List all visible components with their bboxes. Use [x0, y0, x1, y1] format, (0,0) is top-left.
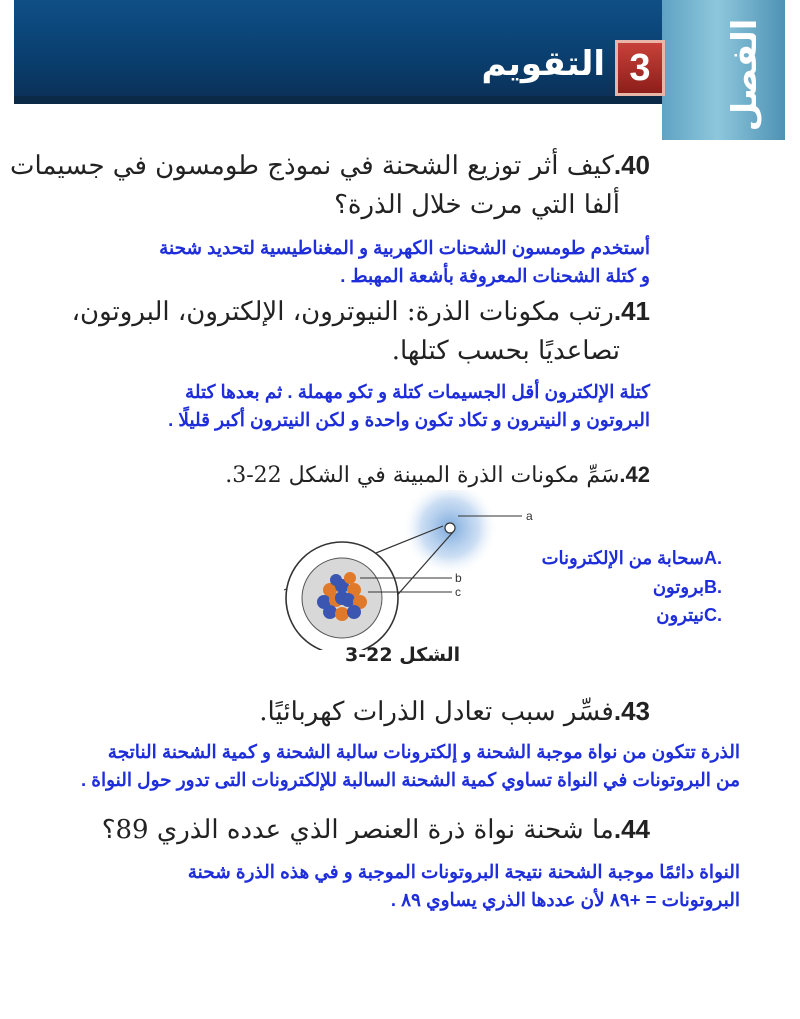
- question-41-line-2: تصاعديًا بحسب كتلها.: [391, 336, 620, 366]
- answer-line: النواة دائمًا موجبة الشحنة نتيجة البروتونات الموجبة و في هذه الذرة شحنة: [187, 861, 740, 882]
- header-shadow: [14, 96, 766, 104]
- answer-letter: A.: [704, 548, 722, 568]
- page-title: التقويم: [481, 44, 605, 84]
- label-b: b: [455, 571, 462, 585]
- proton: [323, 605, 337, 619]
- answer-40: [159, 234, 650, 290]
- proton: [330, 574, 342, 586]
- question-43: [259, 696, 650, 727]
- answer-line: و كتلة الشحنات المعروفة بأشعة المهبط .: [340, 265, 650, 286]
- answer-line: كتلة الإلكترون أقل الجسيمات كتلة و تكو مهملة . ثم بعدها كتلة: [184, 381, 650, 402]
- question-line: فسِّر سبب تعادل الذرات كهربائيًا.: [259, 697, 614, 727]
- atom-small: [445, 523, 455, 533]
- question-line: ما شحنة نواة ذرة العنصر الذي عدده الذري 89؟: [101, 815, 614, 845]
- answer-43: [81, 738, 740, 794]
- proton: [347, 605, 361, 619]
- question-line: كيف أثر توزيع الشحنة في نموذج طومسون في جسيمات: [10, 151, 614, 181]
- question-number: 41.: [613, 296, 650, 326]
- answer-letter: C.: [704, 605, 722, 625]
- answer-44: [188, 858, 740, 914]
- neutron: [335, 607, 349, 621]
- answer-text: بروتون: [652, 577, 704, 597]
- q42-answer-b: [653, 577, 740, 598]
- question-line: رتب مكونات الذرة: النيوترون، الإلكترون، البروتون،: [71, 297, 614, 327]
- chapter-number: 3: [615, 40, 665, 96]
- answer-line: البروتون و النيترون و تكاد تكون واحدة و لكن النيترون أكبر قليلًا .: [168, 409, 650, 430]
- question-number: 42.: [619, 462, 650, 487]
- figure-caption: الشكل 22-3: [345, 644, 461, 666]
- answer-line: البروتونات = +٨٩ لأن عددها الذري يساوي ٨٩ .: [390, 889, 740, 910]
- question-number: 44.: [613, 814, 650, 844]
- question-line: سَمِّ مكونات الذرة المبينة في الشكل 22-3.: [225, 463, 620, 488]
- answer-line: الذرة تتكون من نواة موجبة الشحنة و إلكترونات سالبة الشحنة و كمية الشحنة الناتجة: [107, 741, 740, 762]
- proton: [335, 591, 349, 605]
- q42-answer-a: [542, 548, 740, 569]
- question-40: [10, 150, 650, 181]
- answer-line: أستخدم طومسون الشحنات الكهربية و المغناطيسية لتحديد شحنة: [159, 237, 650, 258]
- label-a: a: [526, 509, 533, 523]
- question-number: 43.: [613, 696, 650, 726]
- q42-answer-c: [656, 605, 740, 626]
- answer-text: سحابة من الإلكترونات: [541, 548, 704, 568]
- question-40-line-2: ألفا التي مرت خلال الذرة؟: [334, 190, 620, 220]
- answer-text: نيترون: [656, 605, 704, 625]
- question-44: [102, 814, 650, 845]
- question-number: 40.: [613, 150, 650, 180]
- label-c: c: [455, 585, 461, 599]
- answer-letter: B.: [704, 577, 722, 597]
- atom-figure: [260, 490, 580, 650]
- answer-line: من البروتونات في النواة تساوي كمية الشحنة السالبة للإلكترونات التى تدور حول النواة .: [81, 769, 740, 790]
- chapter-word: الفصل: [725, 18, 765, 132]
- question-42: [225, 462, 650, 488]
- question-41: [72, 296, 650, 327]
- neutron: [344, 572, 356, 584]
- answer-41: [168, 378, 650, 434]
